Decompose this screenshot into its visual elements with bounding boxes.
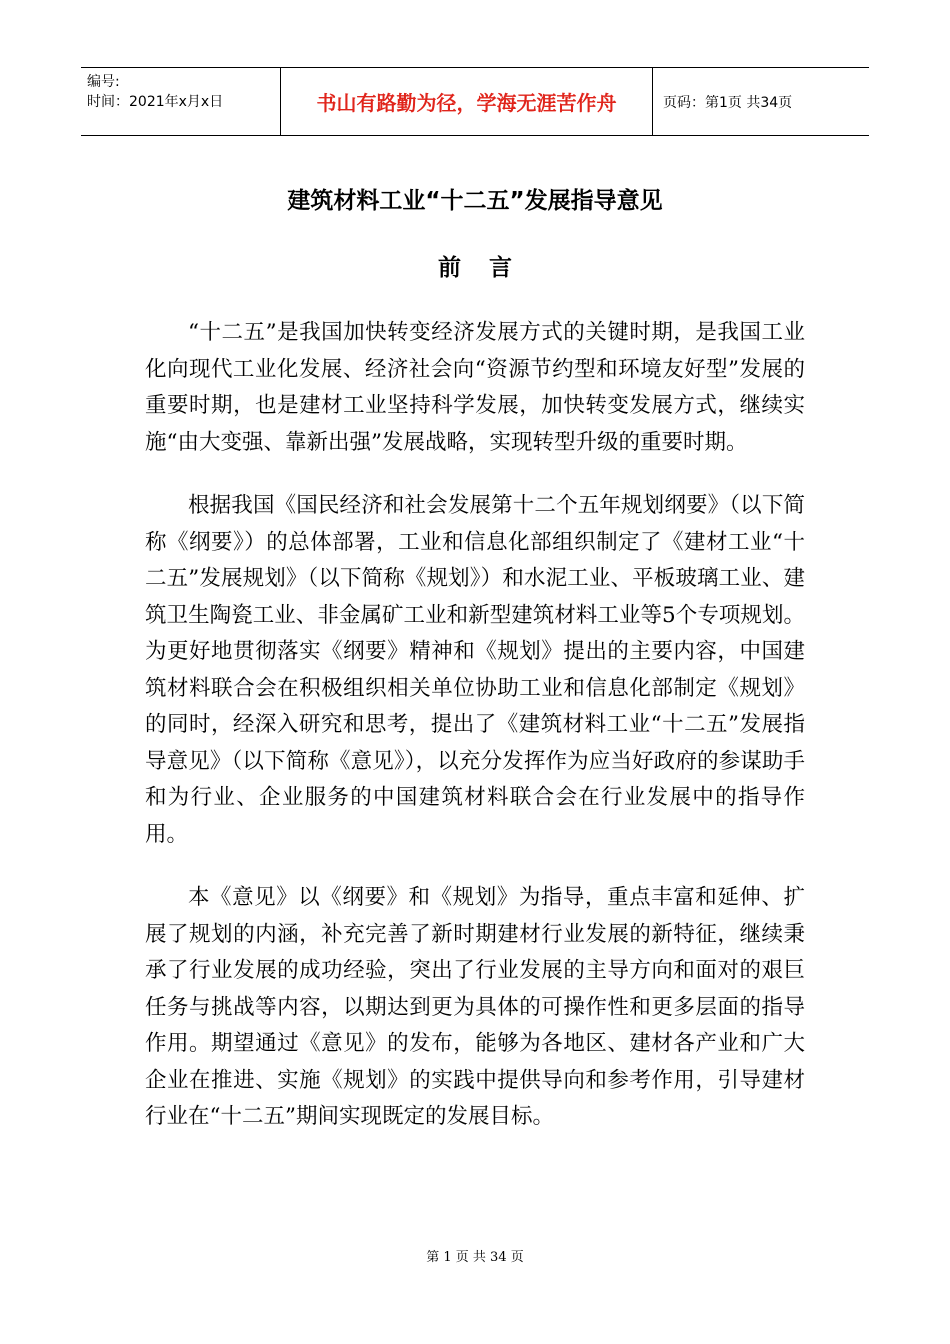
page-footer: 第 1 页 共 34 页 bbox=[426, 1250, 524, 1265]
document-number-label: 编号: bbox=[87, 74, 120, 90]
header-table bbox=[81, 67, 869, 136]
header-meta-cell bbox=[81, 68, 280, 135]
paragraph-2: 根据我国《国民经济和社会发展第十二个五年规划纲要》（以下简称《纲要》）的总体部署，工业和信息化部组织制定了《建材工业“十二五”发展规划》（以下简称《规划》）和水泥工业、平板玻璃工业、建筑卫生陶瓷工业、非金属矿工业和新型建筑材料工业等5个专项规划。为更好地贯彻落实《纲要》精神和《规划》提出的主要内容，中国建筑材料联合会在积极组织相关单位协助工业和信息化部制定《规划》的同时，经深入研究和思考，提出了《建筑材料工业“十二五”发展指导意见》（以下简称《意见》），以充分发挥作为应当好政府的参谋助手和为行业、企业服务的中国建筑材料联合会在行业发展中的指导作用。 bbox=[145, 493, 805, 847]
paragraph-3: 本《意见》以《纲要》和《规划》为指导，重点丰富和延伸、扩展了规划的内涵，补充完善了新时期建材行业发展的新特征，继续秉承了行业发展的成功经验，突出了行业发展的主导方向和面对的艰巨任务与挑战等内容，以期达到更为具体的可操作性和更多层面的指导作用。期望通过《意见》的发布，能够为各地区、建材各产业和广大企业在推进、实施《规划》的实践中提供导向和参考作用，引导建材行业在“十二五”期间实现既定的发展目标。 bbox=[145, 885, 805, 1129]
document-time-label: 时间：2021年x月x日 bbox=[87, 94, 224, 110]
header-motto: 书山有路勤为径，学海无涯苦作舟 bbox=[280, 68, 653, 135]
header-page-info: 页码：第1页 共34页 bbox=[663, 94, 793, 111]
document-body bbox=[145, 315, 805, 1163]
document-title: 建筑材料工业“十二五”发展指导意见 bbox=[287, 188, 663, 214]
paragraph-1: “十二五”是我国加快转变经济发展方式的关键时期，是我国工业化向现代工业化发展、经济社会向“资源节约型和环境友好型”发展的重要时期，也是建材工业坚持科学发展，加快转变发展方式，继续实施“由大变强、靠新出强”发展战略，实现转型升级的重要时期。 bbox=[145, 320, 805, 455]
section-title-preface: 前言 bbox=[438, 255, 540, 281]
